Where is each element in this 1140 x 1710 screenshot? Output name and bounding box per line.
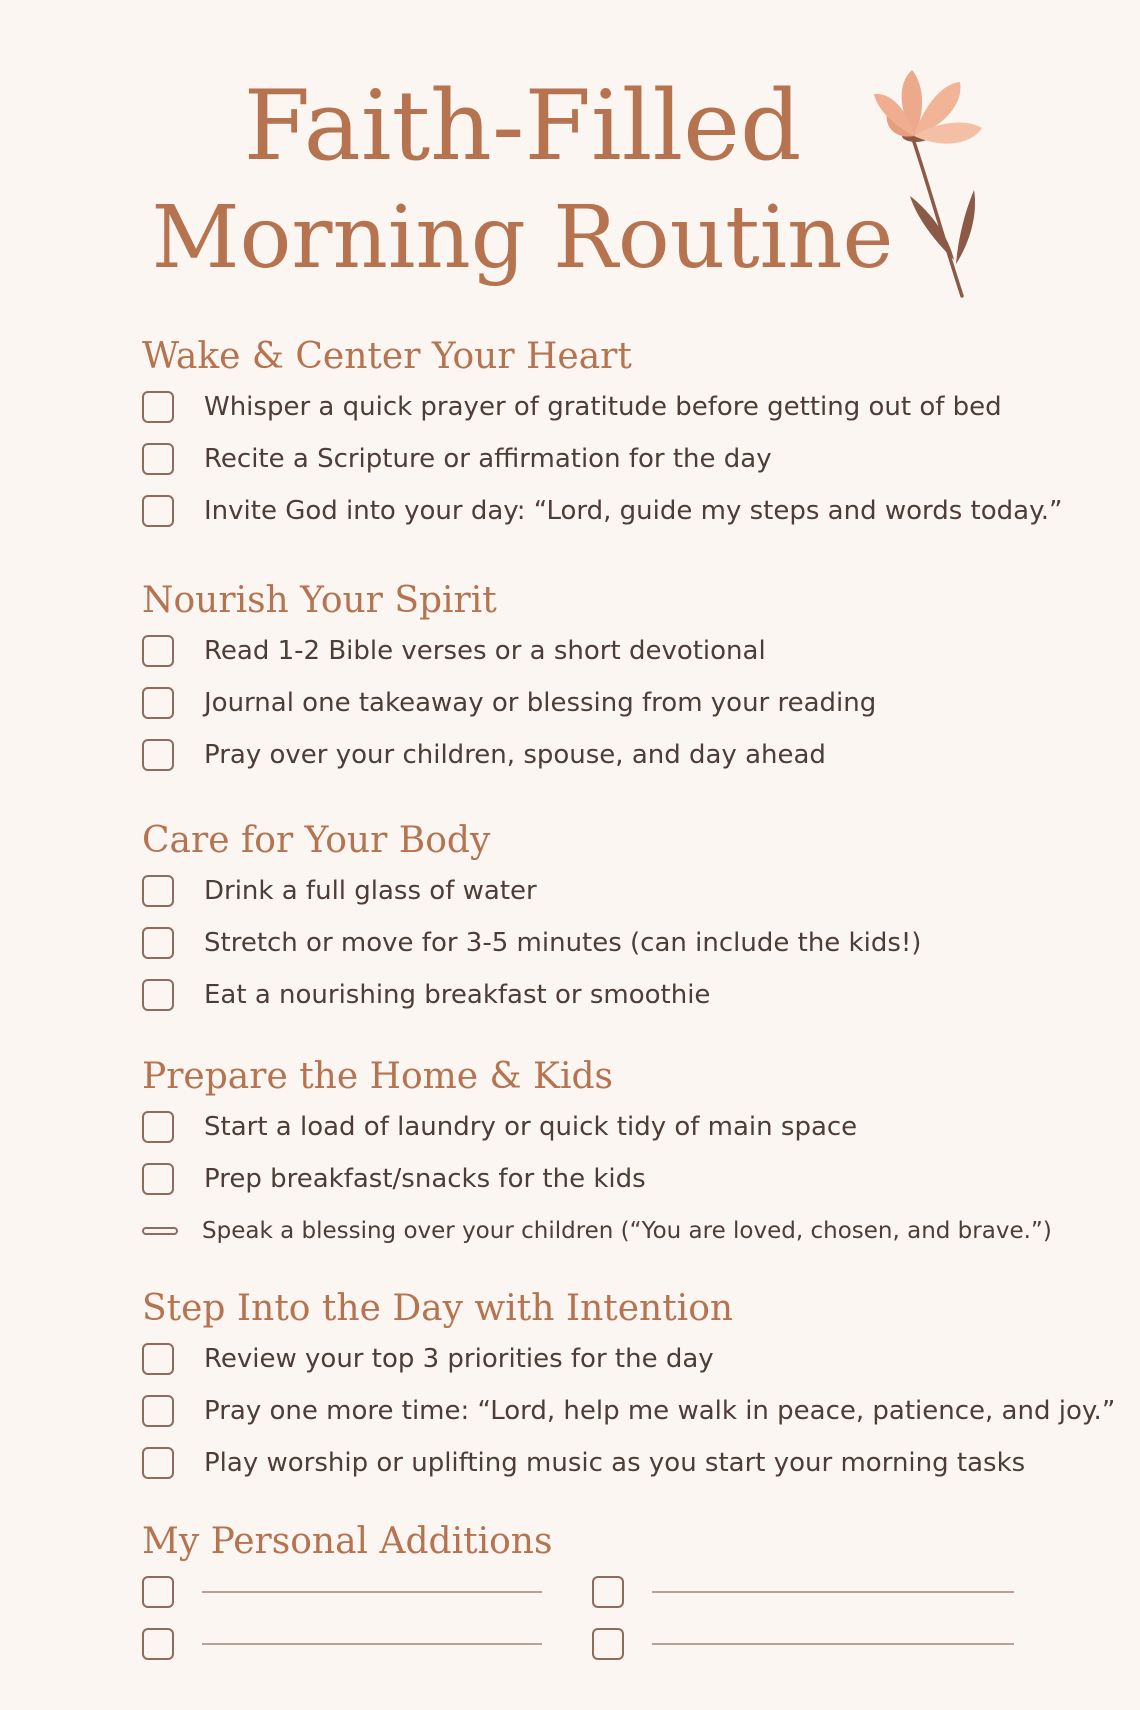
item-text: Start a load of laundry or quick tidy of main space (204, 1112, 858, 1142)
section-heading: Nourish Your Spirit (142, 580, 497, 621)
checkbox[interactable] (142, 1111, 174, 1143)
item-text: Journal one takeaway or blessing from your reading (204, 688, 877, 718)
item-text: Speak a blessing over your children (“You are loved, chosen, and brave.”) (202, 1218, 1052, 1244)
addition-entry (142, 1566, 542, 1618)
checkbox[interactable] (142, 1576, 174, 1608)
item-text: Play worship or uplifting music as you start your morning tasks (204, 1448, 1026, 1478)
item-text: Eat a nourishing breakfast or smoothie (204, 980, 711, 1010)
write-in-line[interactable] (202, 1591, 542, 1593)
title-line-2: Morning Routine (151, 188, 894, 288)
list-item (142, 625, 1102, 677)
checkbox[interactable] (142, 1163, 174, 1195)
checkbox[interactable] (142, 391, 174, 423)
list-item (142, 1385, 1116, 1437)
list-item (142, 1333, 1102, 1385)
write-in-line[interactable] (652, 1591, 1014, 1593)
checkbox[interactable] (592, 1576, 624, 1608)
section-intention (142, 1285, 1116, 1489)
item-text: Whisper a quick prayer of gratitude before getting out of bed (204, 392, 1002, 422)
list-item (142, 433, 1102, 485)
checkbox[interactable] (142, 1227, 178, 1235)
list-item (142, 381, 1102, 433)
checkbox[interactable] (142, 495, 174, 527)
checkbox[interactable] (142, 1395, 174, 1427)
checkbox[interactable] (142, 635, 174, 667)
item-text: Stretch or move for 3-5 minutes (can include the kids!) (204, 928, 922, 958)
item-text: Read 1-2 Bible verses or a short devotional (204, 636, 766, 666)
checkbox[interactable] (142, 979, 174, 1011)
list-item (142, 1153, 1102, 1205)
checkbox[interactable] (142, 443, 174, 475)
list-item (142, 677, 1102, 729)
checkbox[interactable] (142, 739, 174, 771)
item-text: Invite God into your day: “Lord, guide my steps and words today.” (204, 496, 1063, 526)
checkbox[interactable] (142, 1447, 174, 1479)
item-text: Prep breakfast/snacks for the kids (204, 1164, 646, 1194)
write-in-line[interactable] (652, 1643, 1014, 1645)
section-home (142, 1053, 1102, 1257)
item-text: Drink a full glass of water (204, 876, 537, 906)
checkbox[interactable] (592, 1628, 624, 1660)
item-text: Review your top 3 priorities for the day (204, 1344, 714, 1374)
section-body (142, 817, 1102, 1021)
addition-row (142, 1566, 1102, 1618)
list-item (142, 1437, 1102, 1489)
checkbox[interactable] (142, 875, 174, 907)
item-text: Pray over your children, spouse, and day ahead (204, 740, 826, 770)
section-heading: Care for Your Body (142, 820, 491, 861)
section-heading: Prepare the Home & Kids (142, 1056, 613, 1097)
section-personal-additions (142, 1518, 1102, 1670)
section-heading: Step Into the Day with Intention (142, 1288, 734, 1329)
checkbox[interactable] (142, 1343, 174, 1375)
section-heading: Wake & Center Your Heart (142, 336, 632, 377)
list-item (142, 865, 1102, 917)
peach-flower-icon (870, 64, 1010, 304)
checkbox[interactable] (142, 1628, 174, 1660)
title-line-1: Faith-Filled (243, 70, 802, 182)
item-text: Recite a Scripture or affirmation for the day (204, 444, 772, 474)
checkbox[interactable] (142, 687, 174, 719)
write-in-line[interactable] (202, 1643, 542, 1645)
addition-entry (592, 1618, 1014, 1670)
addition-row (142, 1618, 1102, 1670)
list-item (142, 917, 1102, 969)
addition-entry (592, 1566, 1014, 1618)
section-nourish (142, 577, 1102, 781)
section-heading: My Personal Additions (142, 1521, 553, 1562)
list-item (142, 729, 1102, 781)
checkbox[interactable] (142, 927, 174, 959)
item-text: Pray one more time: “Lord, help me walk in peace, patience, and joy.” (204, 1396, 1116, 1426)
section-wake (142, 333, 1102, 537)
list-item (142, 1101, 1102, 1153)
list-item (142, 969, 1102, 1021)
list-item (142, 485, 1102, 537)
addition-entry (142, 1618, 542, 1670)
list-item (142, 1205, 1102, 1257)
